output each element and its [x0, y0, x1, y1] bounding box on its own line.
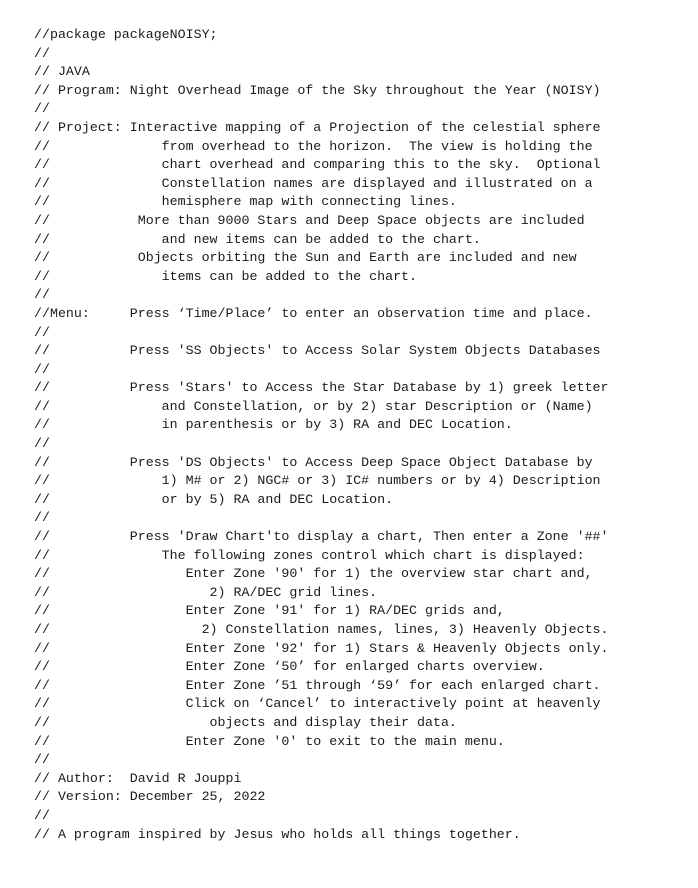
code-line: // Enter Zone ’51 through ‘59’ for each enlarged chart. [34, 677, 601, 693]
code-line: // Project: Interactive mapping of a Projection of the celestial sphere [34, 119, 601, 135]
code-comment-block [34, 26, 609, 844]
code-line: // Press 'Draw Chart'to display a chart, Then enter a Zone '##' [34, 529, 609, 545]
code-line: // 2) Constellation names, lines, 3) Heavenly Objects. [34, 622, 609, 637]
code-line: // from overhead to the horizon. The view is holding the [34, 138, 593, 154]
code-line: // [34, 752, 50, 768]
code-line: // Press 'DS Objects' to Access Deep Space Object Database by [34, 454, 593, 470]
code-line: // Objects orbiting the Sun and Earth are included and new [34, 250, 577, 266]
code-line: //package packageNOISY; [34, 27, 218, 42]
code-line: // Program: Night Overhead Image of the Sky throughout the Year (NOISY) [34, 82, 601, 98]
code-line: // Enter Zone '0' to exit to the main menu. [34, 733, 505, 749]
code-line: // items can be added to the chart. [34, 268, 418, 284]
code-line: // [34, 324, 50, 340]
code-line: //Menu: Press ‘Time/Place’ to enter an observation time and place. [34, 305, 593, 321]
code-line: // [34, 101, 50, 117]
code-line: // Click on ‘Cancel’ to interactively point at heavenly [34, 696, 601, 712]
code-line: // The following zones control which chart is displayed: [34, 547, 585, 563]
code-line: // 1) M# or 2) NGC# or 3) IC# numbers or by 4) Description [34, 473, 601, 489]
code-line: // and Constellation, or by 2) star Description or (Name) [34, 398, 593, 414]
code-line: // hemisphere map with connecting lines. [34, 194, 457, 210]
code-line: // chart overhead and comparing this to the sky. Optional [34, 157, 601, 173]
code-line: // [34, 45, 50, 61]
code-line: // [34, 287, 50, 303]
code-line: // Enter Zone '90' for 1) the overview star chart and, [34, 566, 593, 582]
code-line: // [34, 510, 50, 526]
code-line: // [34, 436, 50, 452]
code-line: // JAVA [34, 64, 90, 80]
code-line: // objects and display their data. [34, 714, 457, 730]
code-line: // Enter Zone '91' for 1) RA/DEC grids and, [34, 603, 505, 619]
code-line: // Version: December 25, 2022 [34, 789, 266, 805]
code-line: // A program inspired by Jesus who holds all things together. [34, 826, 521, 842]
code-line: // or by 5) RA and DEC Location. [34, 491, 394, 507]
code-line: // Constellation names are displayed and illustrated on a [34, 175, 593, 191]
code-line: // 2) RA/DEC grid lines. [34, 584, 378, 600]
code-line: // Author: David R Jouppi [34, 770, 242, 786]
code-line: // Press 'Stars' to Access the Star Database by 1) greek letter [34, 380, 609, 396]
code-line: // and new items can be added to the chart. [34, 231, 481, 247]
code-line: // Enter Zone ‘50’ for enlarged charts overview. [34, 659, 545, 675]
code-line: // Enter Zone '92' for 1) Stars & Heavenly Objects only. [34, 640, 609, 656]
code-line: // [34, 807, 50, 823]
code-line: // in parenthesis or by 3) RA and DEC Location. [34, 417, 513, 433]
code-line: // More than 9000 Stars and Deep Space objects are included [34, 212, 585, 228]
code-line: // Press 'SS Objects' to Access Solar System Objects Databases [34, 343, 601, 359]
code-line: // [34, 361, 50, 377]
